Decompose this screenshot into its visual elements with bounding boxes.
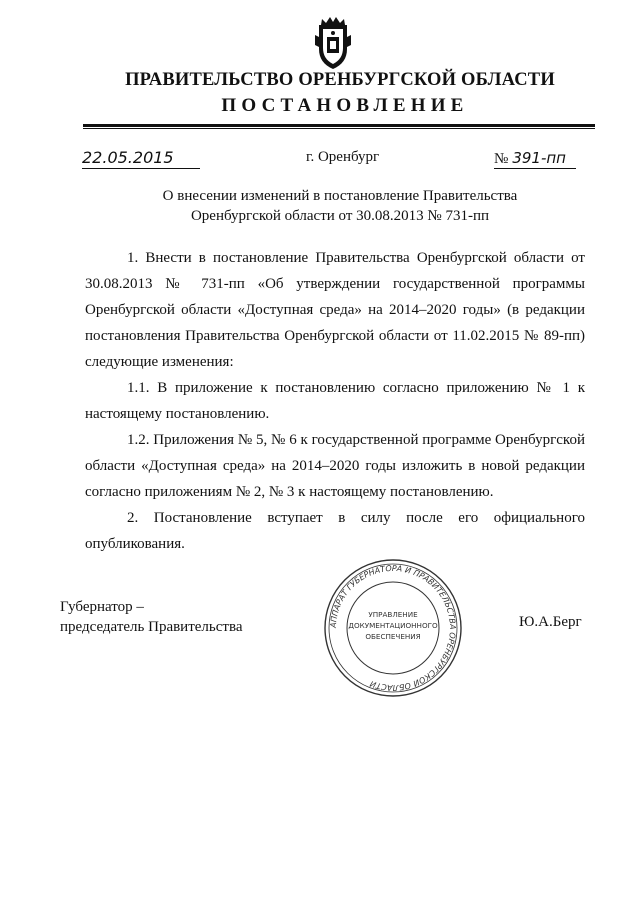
paragraph-1-1: 1.1. В приложение к постановлению согласно приложению № 1 к настоящему постановлению. bbox=[85, 380, 585, 422]
signer-title-line: Губернатор – bbox=[60, 599, 144, 615]
document-number: 391-пп bbox=[512, 149, 566, 167]
signer-title bbox=[60, 597, 243, 637]
paragraph-1: 1. Внести в постановление Правительства Оренбургской области от 30.08.2013 № 731-пп «Об утверждении государственной программы Оренбургской области «Доступная среда» на 2014–2020 годы» (в редакции постановления Правительства Оренбургской области от 11.02.2015 № 89-пп) следующие изменения: bbox=[85, 250, 585, 370]
document-type-title: ПОСТАНОВЛЕНИЕ bbox=[221, 95, 469, 116]
stamp-line: ОБЕСПЕЧЕНИЯ bbox=[365, 632, 421, 641]
document-number-field bbox=[494, 148, 576, 169]
signer-title-line: председатель Правительства bbox=[60, 619, 243, 635]
document-subject bbox=[160, 186, 520, 226]
signer-name: Ю.А.Берг bbox=[519, 614, 582, 630]
document-date: 22.05.2015 bbox=[82, 148, 200, 169]
stamp-line: УПРАВЛЕНИЕ bbox=[368, 610, 418, 619]
paragraph-2: 2. Постановление вступает в силу после его официального опубликования. bbox=[85, 510, 585, 552]
header-rule-thin bbox=[83, 128, 595, 129]
document-body bbox=[85, 245, 585, 557]
header-rule bbox=[83, 124, 595, 127]
organization-title: ПРАВИТЕЛЬСТВО ОРЕНБУРГСКОЙ ОБЛАСТИ bbox=[125, 70, 555, 90]
number-sign: № bbox=[494, 151, 509, 167]
stamp-line: ДОКУМЕНТАЦИОННОГО bbox=[348, 621, 438, 630]
stamp-ring-text: АППАРАТ ГУБЕРНАТОРА И ПРАВИТЕЛЬСТВА ОРЕНБУРГСКОЙ ОБЛАСТИ bbox=[328, 563, 458, 693]
subject-line: Оренбургской области от 30.08.2013 № 731-пп bbox=[190, 208, 490, 224]
coat-of-arms-icon bbox=[311, 15, 355, 71]
official-stamp bbox=[322, 557, 464, 699]
paragraph-1-2: 1.2. Приложения № 5, № 6 к государственной программе Оренбургской области «Доступная среда» на 2014–2020 годы изложить в новой редакции согласно приложениям № 2, № 3 к настоящему постановлению. bbox=[85, 432, 585, 500]
document-city: г. Оренбург bbox=[306, 149, 380, 165]
subject-line: О внесении изменений в постановление Правительства bbox=[162, 188, 518, 204]
